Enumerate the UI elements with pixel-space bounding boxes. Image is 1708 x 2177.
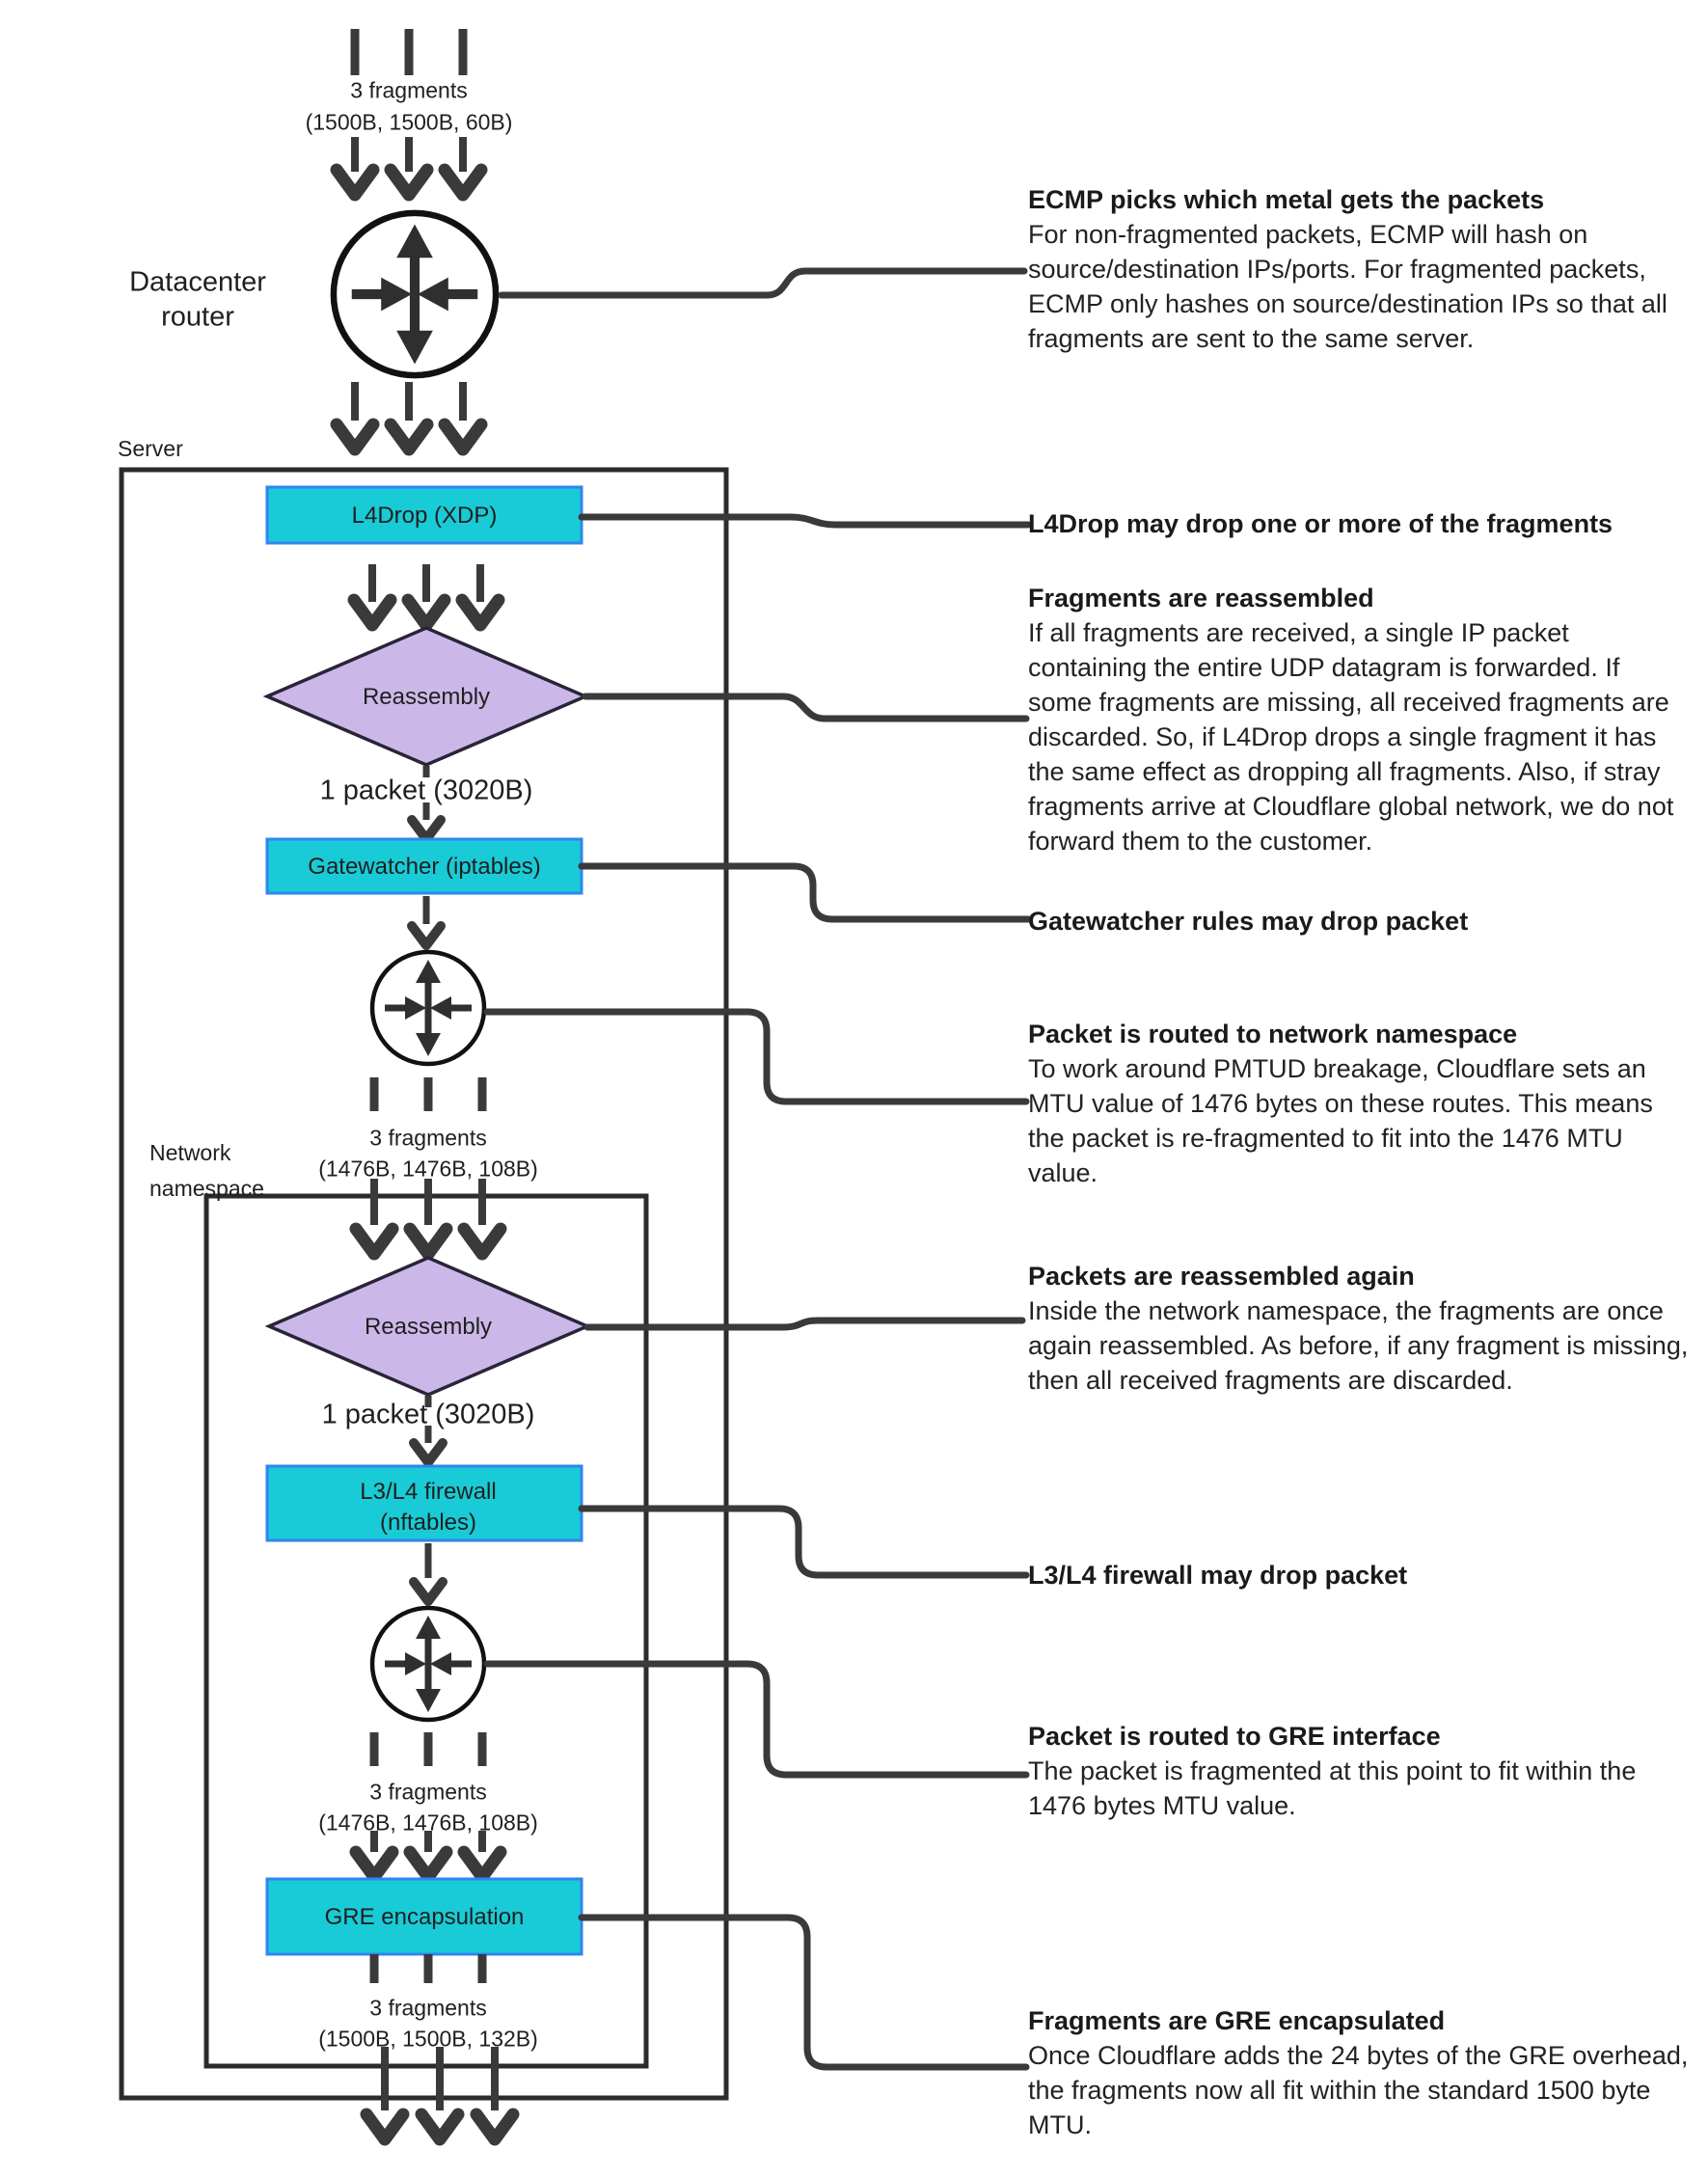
annotation-body: To work around PMTUD breakage, Cloudflare sets an MTU value of 1476 bytes on these routes. This means the packet is re-fragmented to fit into the 1476 MTU value. [1028,1054,1653,1187]
annotation-heading: Packet is routed to network namespace [1028,1020,1518,1048]
wire-router3 [487,1664,1026,1775]
fragments2-sizes: (1476B, 1476B, 108B) [318,1156,538,1182]
wire-reassembly1 [585,696,1026,719]
gre-router-icon [372,1608,484,1720]
fragments4-label: 3 fragments [369,1995,487,2021]
datacenter-router-label-line2: router [161,301,234,333]
firewall-label-line2: (nftables) [379,1510,477,1536]
annotation-gre-encapsulated [1028,2003,1689,2142]
firewall-label-line1: L3/L4 firewall [360,1479,497,1505]
fragment-arrows-into-server [337,382,481,449]
fragments2-label: 3 fragments [369,1125,487,1151]
wire-reassembly2 [587,1320,1022,1327]
wire-gatewatcher [582,866,1028,919]
arrow-packet-to-gatewatcher [412,803,441,839]
annotation-heading: ECMP picks which metal gets the packets [1028,185,1545,214]
arrow-gatewatcher-to-router2 [412,896,441,945]
namespace-label-line2: namespace [149,1176,264,1201]
datacenter-router-icon [334,213,496,375]
annotation-heading: Packet is routed to GRE interface [1028,1722,1441,1751]
top-fragments-sizes: (1500B, 1500B, 60B) [305,109,513,135]
namespace-router-icon [372,952,484,1064]
packet1-label: 1 packet (3020B) [319,775,533,806]
annotation-body: The packet is fragmented at this point to fit within the 1476 bytes MTU value. [1028,1756,1637,1820]
annotation-heading: Packets are reassembled again [1028,1262,1415,1291]
annotation-reassembled-again [1028,1259,1689,1398]
reassembly2-label: Reassembly [364,1314,493,1340]
fragment-arrows-into-router [337,137,481,195]
fragments3-sizes: (1476B, 1476B, 108B) [318,1810,538,1836]
annotation-firewall [1028,1558,1689,1592]
annotation-heading: L4Drop may drop one or more of the fragments [1028,509,1613,538]
annotation-routed-namespace [1028,1017,1689,1190]
wire-ecmp [502,271,1024,295]
annotation-l4drop [1028,506,1689,541]
fragment-ticks-below-gre [374,1954,482,1983]
fragments3-label: 3 fragments [369,1779,487,1805]
annotation-reassembled [1028,581,1689,858]
annotation-heading: Fragments are GRE encapsulated [1028,2006,1446,2035]
arrow-packet-to-firewall [414,1426,443,1462]
annotation-ecmp [1028,182,1689,356]
annotation-heading: Fragments are reassembled [1028,584,1374,612]
annotation-body: Once Cloudflare adds the 24 bytes of the GRE overhead, the fragments now all fit within the standard 1500 byte MTU. [1028,2041,1689,2139]
fragment-ticks-below-router3 [374,1732,482,1766]
arrow-firewall-to-router3 [414,1543,443,1601]
fragments4-sizes: (1500B, 1500B, 132B) [318,2026,538,2052]
top-fragments-label: 3 fragments [350,77,468,103]
annotation-body: If all fragments are received, a single IP packet containing the entire UDP datagram is forwarded. If some fragments are missing, all received fragments are discarded. So, if L4Drop drops a single fragment it has the same effect as dropping all fragments. Also, if stray fragments arrive at Cloudflare global network, we do not forward them to the customer. [1028,618,1674,856]
annotation-heading: L3/L4 firewall may drop packet [1028,1561,1408,1590]
annotation-gre-interface [1028,1719,1689,1823]
datacenter-router-label-line1: Datacenter [129,266,266,298]
l4drop-label: L4Drop (XDP) [351,503,498,529]
annotation-gatewatcher [1028,904,1689,939]
namespace-label-line1: Network [149,1140,231,1165]
annotation-heading: Gatewatcher rules may drop packet [1028,907,1469,936]
fragment-ticks-below-router2 [374,1077,482,1111]
annotation-body: For non-fragmented packets, ECMP will hash on source/destination IPs/ports. For fragmented packets, ECMP only hashes on source/destination IPs so that all fragments are sent to the same server. [1028,220,1667,353]
wire-router2 [487,1012,1026,1102]
annotation-body: Inside the network namespace, the fragments are once again reassembled. As before, if any fragment is missing, then all received fragments are discarded. [1028,1296,1689,1395]
server-label: Server [118,436,183,461]
top-fragment-ticks [355,29,463,75]
wire-l4drop [582,517,1028,525]
reassembly1-label: Reassembly [362,684,491,710]
packet2-label: 1 packet (3020B) [321,1399,535,1430]
gatewatcher-label: Gatewatcher (iptables) [308,854,541,880]
fragment-arrows-l4drop-to-reassembly [354,564,499,625]
fragment-arrows-into-namespace [356,1179,501,1254]
fragment-arrows-out [366,2047,513,2139]
gre-label: GRE encapsulation [324,1904,525,1930]
fragment-arrows-into-gre [356,1831,501,1877]
